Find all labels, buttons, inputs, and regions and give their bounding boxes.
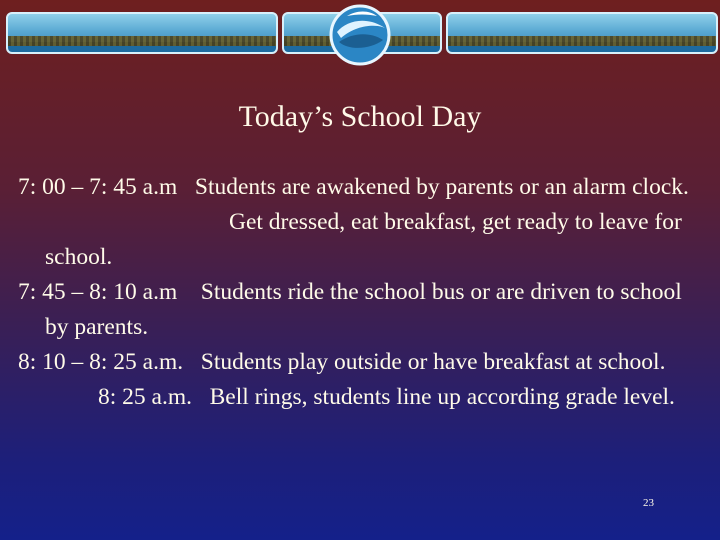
schedule-text: Students ride the school bus or are driven bbox=[200, 279, 591, 305]
globe-logo-icon bbox=[327, 2, 393, 68]
schedule-text: Students play outside or have breakfast at bbox=[200, 349, 593, 375]
schedule-item bbox=[18, 275, 708, 345]
time-label: 7: 00 – 7: 45 a.m bbox=[18, 174, 178, 200]
schedule-text-continued: to school by parents. bbox=[45, 279, 682, 340]
grass-strip bbox=[8, 36, 276, 46]
schedule-text-continued: school. bbox=[598, 349, 666, 375]
header-banner bbox=[0, 0, 720, 62]
schedule-item bbox=[18, 170, 708, 205]
slide-title: Today’s School Day bbox=[238, 100, 482, 133]
banner-panel-left bbox=[6, 12, 278, 54]
time-label: 8: 25 a.m. bbox=[98, 384, 192, 410]
schedule-text: Bell rings, students line up according bbox=[209, 384, 560, 410]
time-label: 7: 45 – 8: 10 a.m bbox=[18, 279, 178, 305]
schedule-text-continued: leave for school. bbox=[45, 209, 682, 270]
banner-panel-right bbox=[446, 12, 718, 54]
grass-strip bbox=[448, 36, 716, 46]
schedule-text-continued: alarm clock. bbox=[572, 174, 689, 200]
schedule-list bbox=[18, 170, 708, 415]
page-number: 23 bbox=[643, 497, 654, 509]
time-label: 8: 10 – 8: 25 a.m. bbox=[18, 349, 184, 375]
schedule-item bbox=[18, 380, 708, 415]
schedule-text-continued: grade level. bbox=[565, 384, 675, 410]
schedule-text: Students are awakened by parents or an bbox=[194, 174, 567, 200]
schedule-item bbox=[18, 205, 708, 275]
schedule-text: Get dressed, eat breakfast, get ready to bbox=[229, 209, 594, 235]
schedule-item bbox=[18, 345, 708, 380]
